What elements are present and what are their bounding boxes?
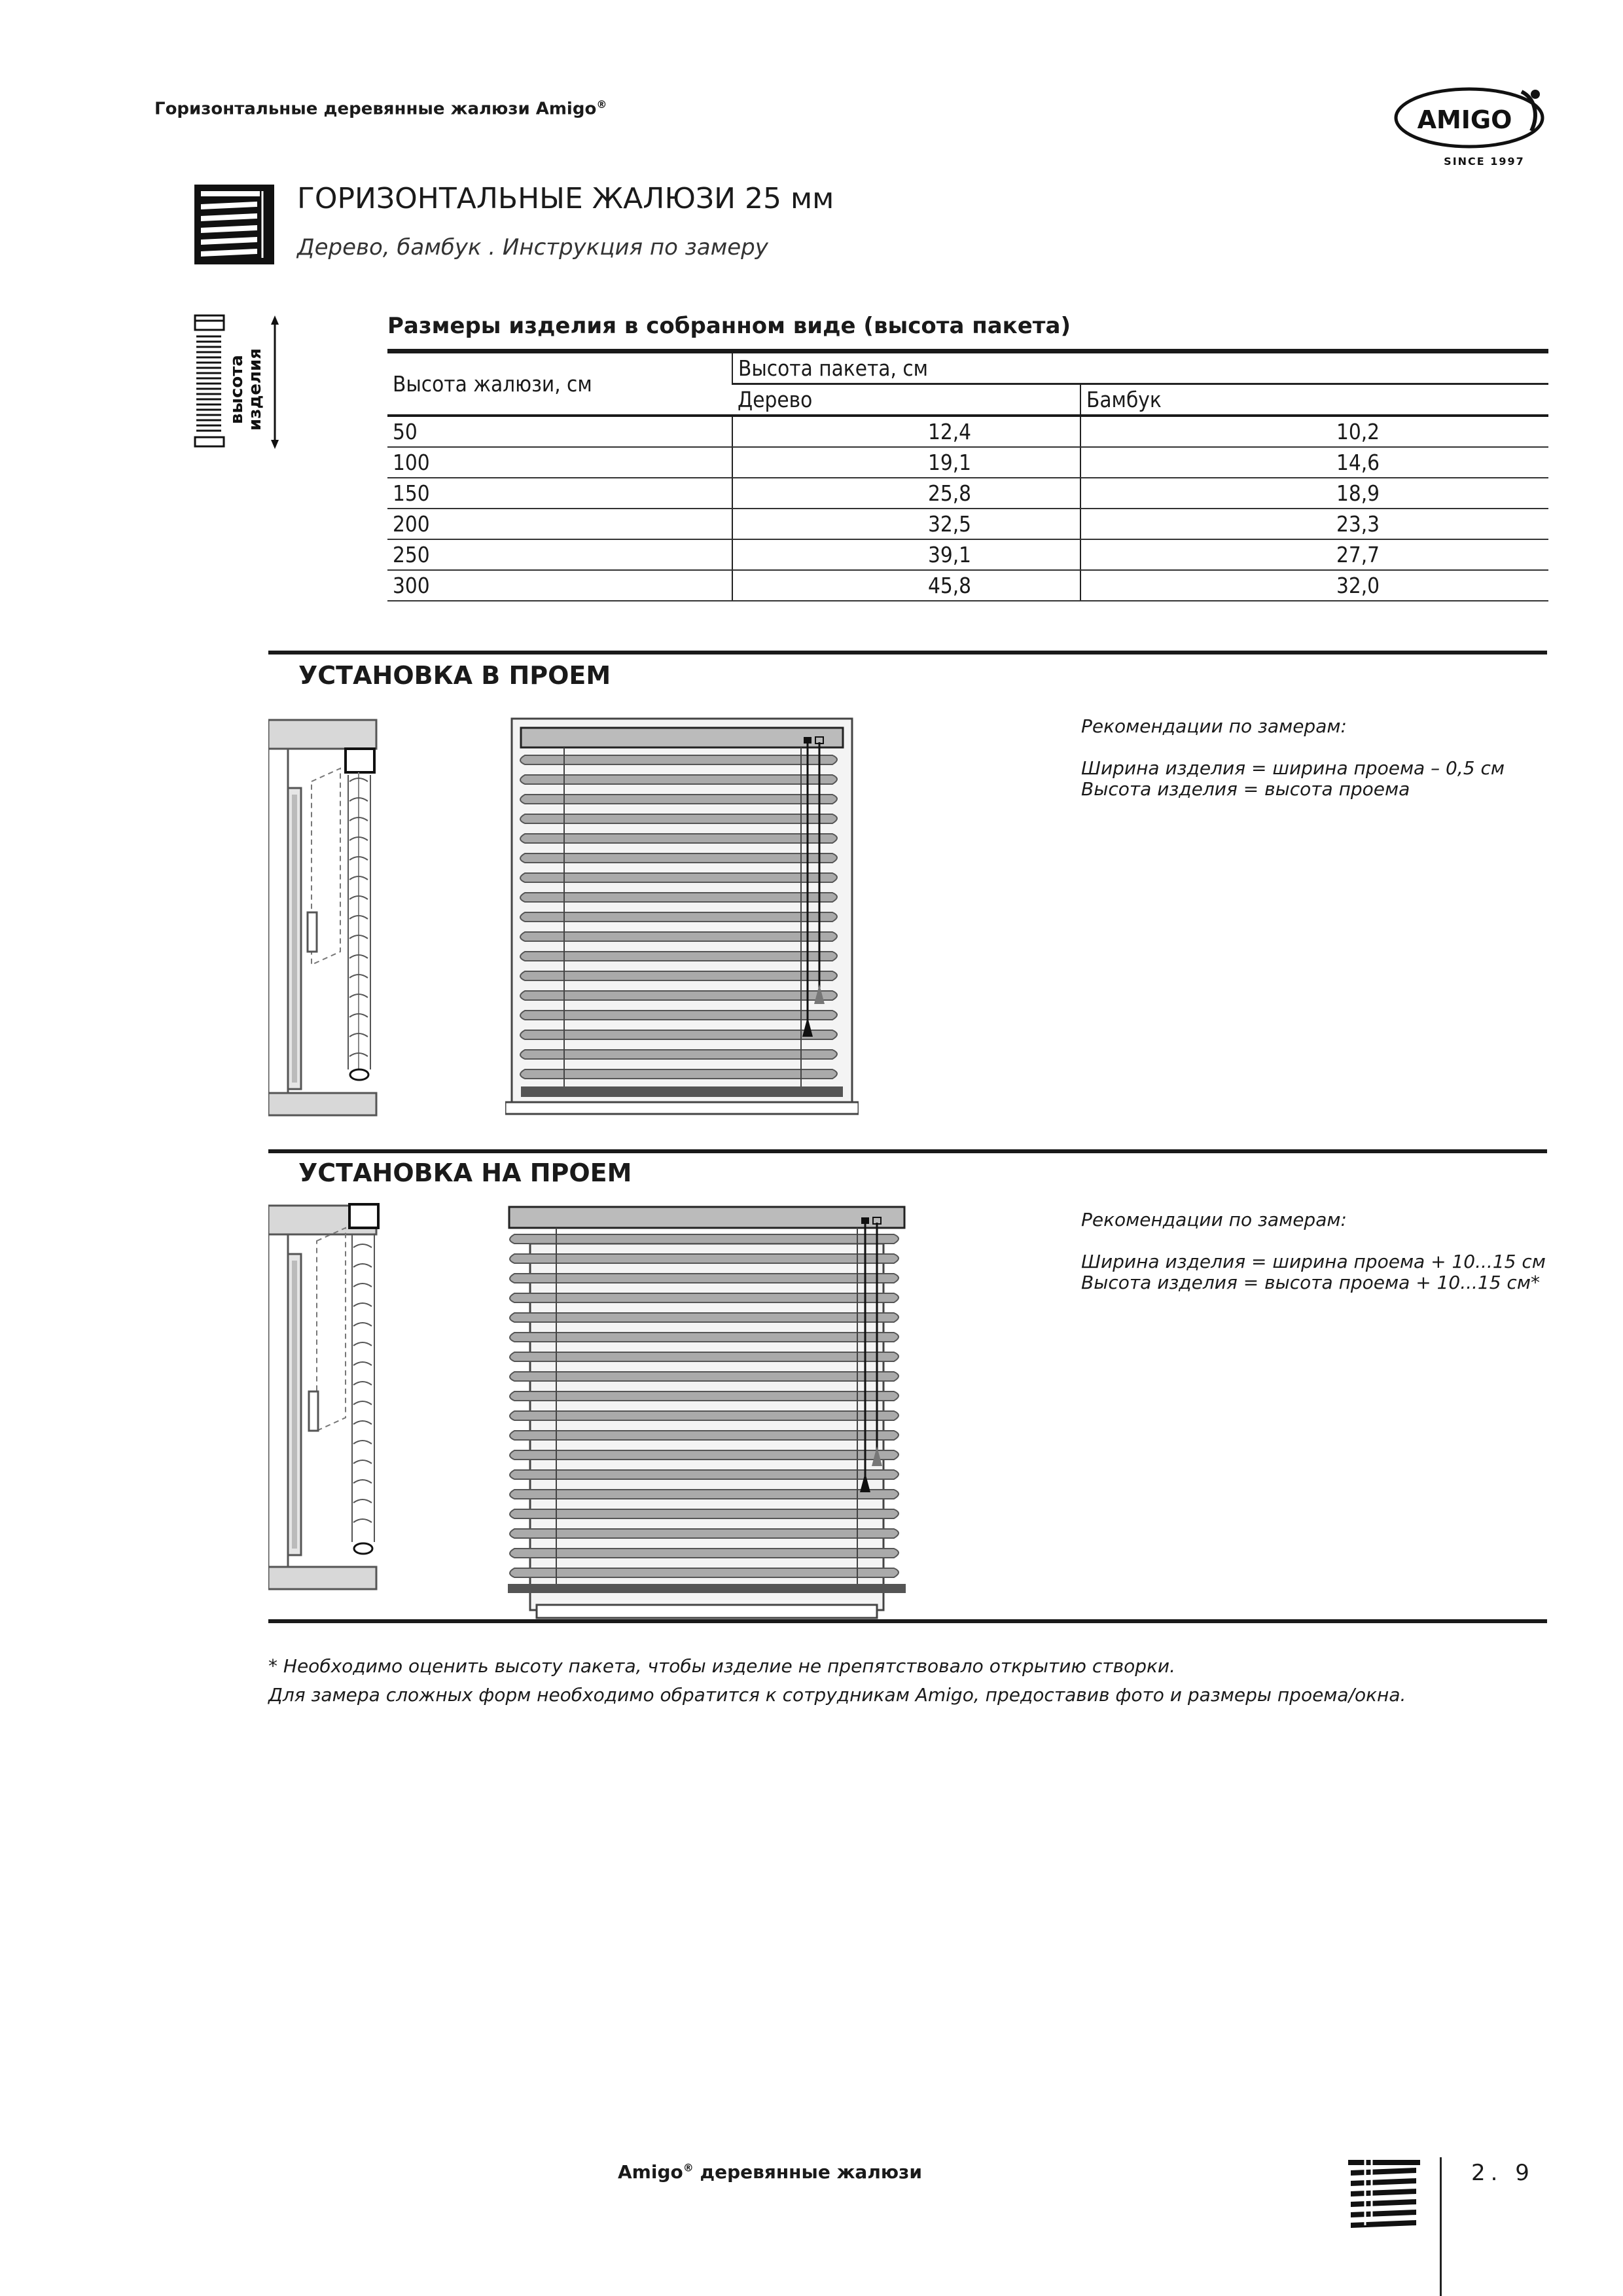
- page-number: 2. 9: [1471, 2160, 1535, 2186]
- table-row: [387, 539, 1548, 570]
- cell-wood: 39,1: [732, 539, 1080, 570]
- rec-title: Рекомендации по замерам:: [1081, 1209, 1347, 1230]
- footer-divider: [1440, 2157, 1442, 2296]
- rec-width: Ширина изделия = ширина проема – 0,5 см: [1081, 757, 1505, 779]
- col-header-bamboo: Бамбук: [1080, 384, 1548, 416]
- cell-wood: 25,8: [732, 478, 1080, 509]
- section-title-inside: УСТАНОВКА В ПРОЕМ: [298, 661, 611, 690]
- height-icon-label-1: высота: [227, 355, 247, 424]
- recommendations-over: [1081, 1210, 1546, 1293]
- table-caption: Размеры изделия в собранном виде (высота пакета): [387, 313, 1071, 339]
- col-header-group: Высота пакета, см: [732, 351, 1548, 384]
- cell-bamboo: 23,3: [1080, 509, 1548, 539]
- table-row: [387, 416, 1548, 447]
- footer-registered-mark: ®: [683, 2161, 694, 2174]
- footnote-line-1: * Необходимо оценить высоту пакета, чтобы изделие не препятствовало открытию створки.: [268, 1655, 1176, 1677]
- cell-wood: 12,4: [732, 416, 1080, 447]
- cell-height: 250: [387, 539, 732, 570]
- cell-wood: 19,1: [732, 447, 1080, 478]
- rec-width: Ширина изделия = ширина проема + 10...15 см: [1081, 1251, 1546, 1272]
- cell-height: 100: [387, 447, 732, 478]
- cell-height: 50: [387, 416, 732, 447]
- cell-bamboo: 10,2: [1080, 416, 1548, 447]
- stack-height-table: [387, 349, 1548, 601]
- height-icon-label-2: изделия: [245, 348, 265, 431]
- table-row: [387, 570, 1548, 601]
- table-row: [387, 447, 1548, 478]
- section-rule: [268, 1149, 1547, 1153]
- col-header-wood: Дерево: [732, 384, 1080, 416]
- registered-mark: ®: [596, 98, 607, 111]
- footer-text: [618, 2161, 922, 2183]
- cell-height: 200: [387, 509, 732, 539]
- cell-bamboo: 14,6: [1080, 447, 1548, 478]
- section-rule: [268, 1619, 1547, 1623]
- col-header-height: Высота жалюзи, см: [387, 351, 732, 416]
- side-view-over-diagram: [268, 1202, 386, 1611]
- running-header-text: Горизонтальные деревянные жалюзи Amigo: [154, 99, 597, 119]
- footer-product: деревянные жалюзи: [693, 2161, 922, 2183]
- amigo-logo: [1387, 79, 1558, 170]
- rec-title: Рекомендации по замерам:: [1081, 715, 1347, 737]
- section-title-over: УСТАНОВКА НА ПРОЕМ: [298, 1158, 632, 1187]
- product-height-icon: [191, 313, 289, 452]
- running-header: [154, 98, 607, 119]
- cell-wood: 32,5: [732, 509, 1080, 539]
- cell-wood: 45,8: [732, 570, 1080, 601]
- section-rule: [268, 651, 1547, 655]
- footer-brand: Amigo: [618, 2161, 683, 2183]
- cell-bamboo: 27,7: [1080, 539, 1548, 570]
- cell-height: 300: [387, 570, 732, 601]
- table-row: [387, 509, 1548, 539]
- logo-since: SINCE 1997: [1444, 155, 1525, 168]
- cell-bamboo: 32,0: [1080, 570, 1548, 601]
- blinds-icon: [194, 185, 274, 264]
- rec-height: Высота изделия = высота проема + 10...15 см*: [1081, 1272, 1540, 1293]
- page-subtitle: Дерево, бамбук . Инструкция по замеру: [297, 234, 768, 260]
- side-view-inside-diagram: [268, 716, 386, 1126]
- front-view-inside-diagram: [505, 716, 859, 1122]
- front-view-over-diagram: [504, 1204, 910, 1623]
- footer-blinds-icon: [1348, 2160, 1420, 2229]
- table-row: [387, 478, 1548, 509]
- rec-height: Высота изделия = высота проема: [1081, 778, 1410, 800]
- cell-height: 150: [387, 478, 732, 509]
- footnote-line-2: Для замера сложных форм необходимо обратится к сотрудникам Amigo, предоставив фото и размеры проема/окна.: [268, 1684, 1406, 1706]
- footnote: [268, 1652, 1406, 1710]
- cell-bamboo: 18,9: [1080, 478, 1548, 509]
- page-title: ГОРИЗОНТАЛЬНЫЕ ЖАЛЮЗИ 25 мм: [297, 182, 834, 215]
- logo-text: AMIGO: [1417, 105, 1512, 134]
- recommendations-inside: [1081, 716, 1505, 800]
